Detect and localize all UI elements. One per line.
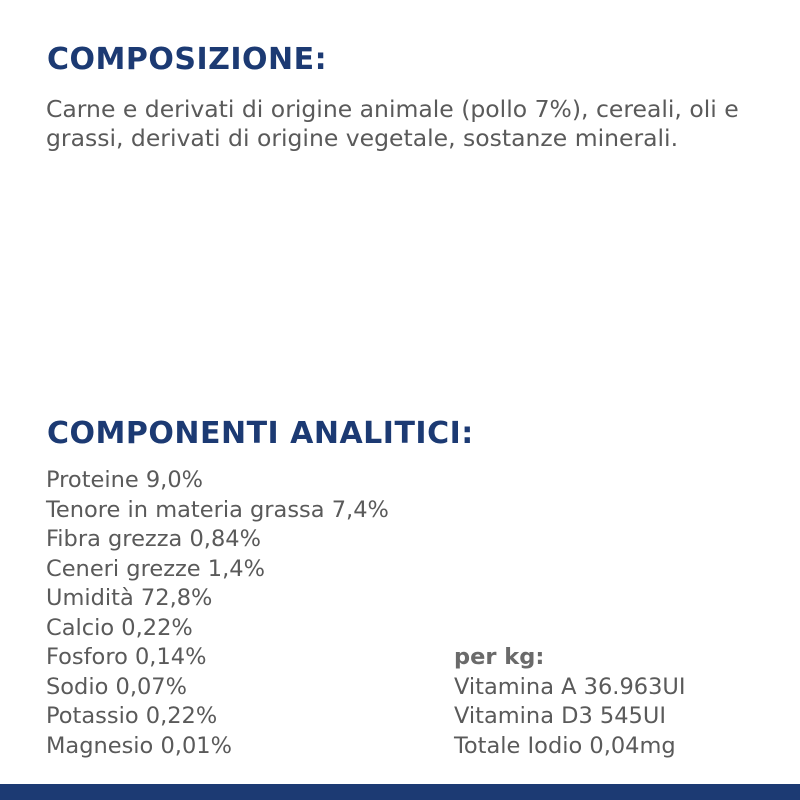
- per-kg-list: [454, 643, 686, 761]
- analytic-item-umidita: Umidità 72,8%: [46, 585, 213, 611]
- analytic-item-grassi: Tenore in materia grassa 7,4%: [46, 496, 389, 523]
- analytic-item-fibra: Fibra grezza 0,84%: [46, 526, 261, 552]
- composition-heading: COMPOSIZIONE:: [47, 42, 328, 77]
- analytic-item-ceneri: Ceneri grezze 1,4%: [46, 555, 265, 582]
- analytic-item-magnesio: Magnesio 0,01%: [46, 732, 232, 759]
- per-kg-item-iodio: Totale Iodio 0,04mg: [454, 732, 676, 759]
- composition-text: Carne e derivati di origine animale (pollo 7%), cereali, oli e grassi, derivati di origine vegetale, sostanze minerali.: [46, 95, 739, 152]
- analytic-components-list: [46, 466, 389, 761]
- analytic-item-proteine: Proteine 9,0%: [46, 467, 204, 493]
- analytic-item-fosforo: Fosforo 0,14%: [46, 644, 207, 670]
- analytic-components-heading: COMPONENTI ANALITICI:: [47, 416, 474, 451]
- analytic-item-sodio: Sodio 0,07%: [46, 673, 187, 700]
- per-kg-label: per kg:: [454, 644, 545, 670]
- analytic-item-potassio: Potassio 0,22%: [46, 703, 218, 729]
- per-kg-item-vitamina-d3: Vitamina D3 545UI: [454, 703, 666, 729]
- analytic-item-calcio: Calcio 0,22%: [46, 614, 193, 641]
- per-kg-item-vitamina-a: Vitamina A 36.963UI: [454, 673, 686, 700]
- footer-bar: [0, 784, 800, 800]
